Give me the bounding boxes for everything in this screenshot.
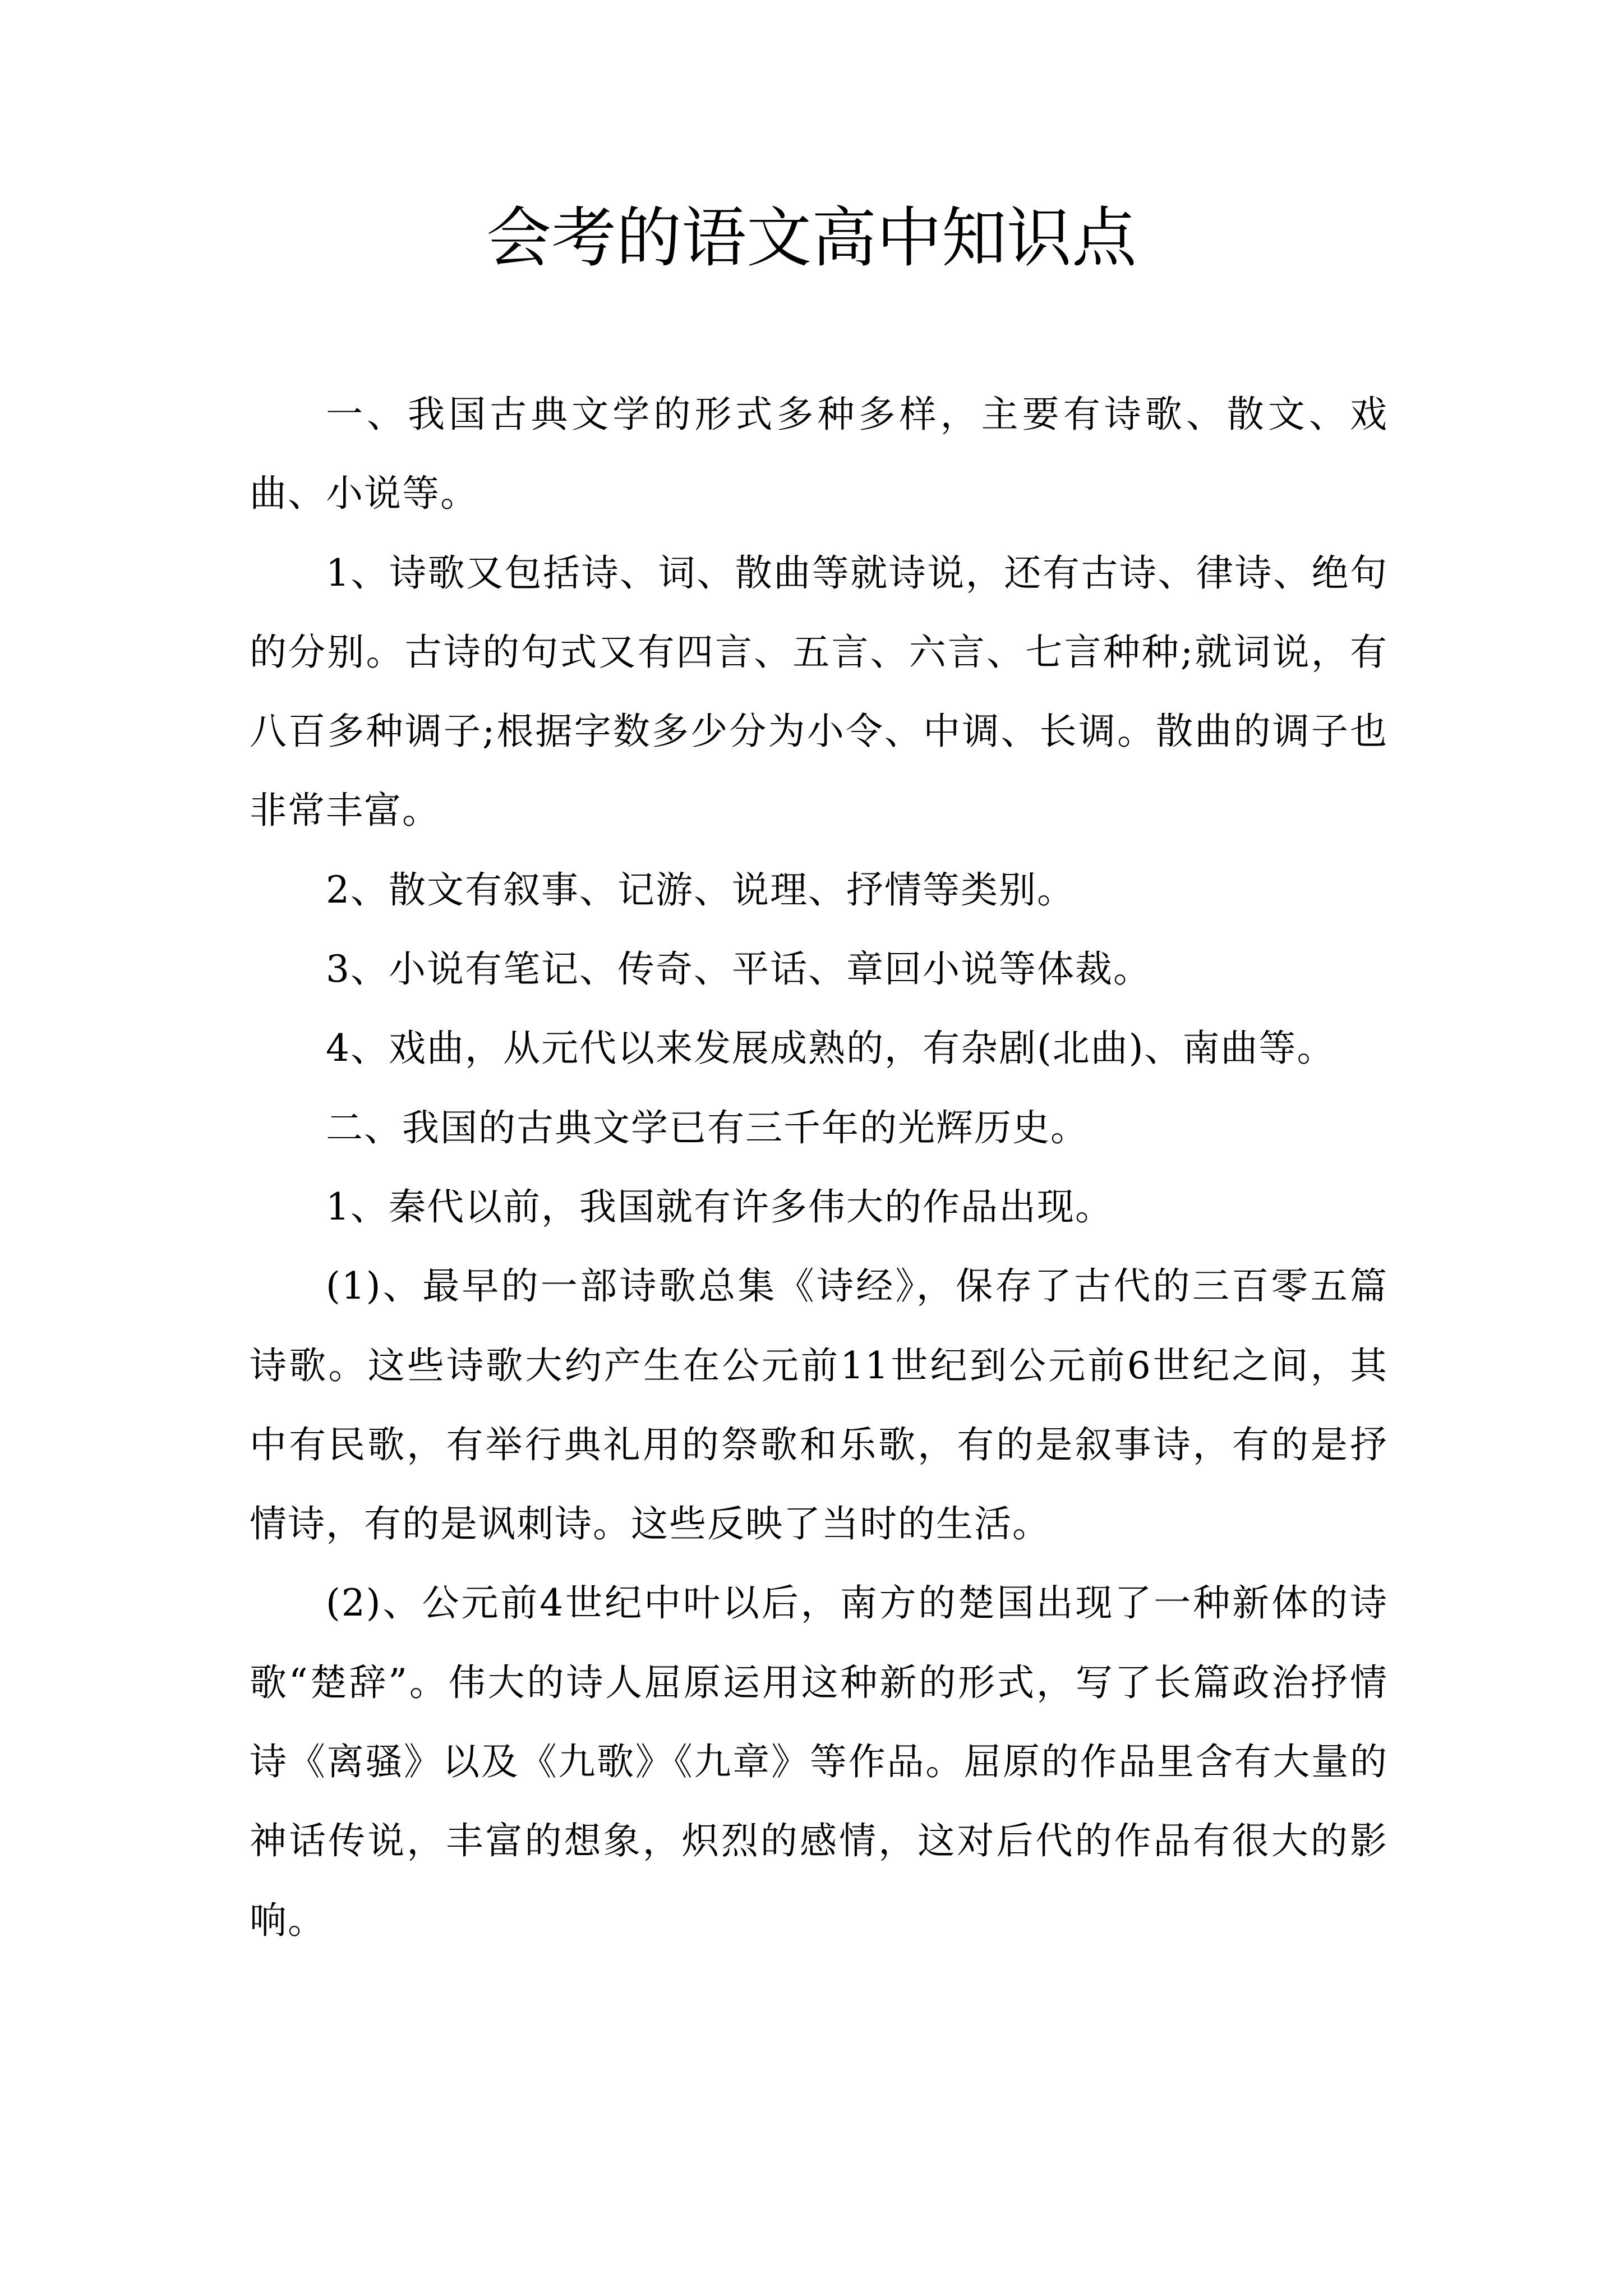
paragraph-fiction: 3、小说有笔记、传奇、平话、章回小说等体裁。	[326, 947, 1151, 991]
document-body	[250, 375, 1388, 1960]
paragraph-shijing: (1)、最早的一部诗歌总集《诗经》，保存了古代的三百零五篇诗歌。这些诗歌大约产生在公元前11世纪到公元前6世纪之间，其中有民歌，有举行典礼用的祭歌和乐歌，有的是叙事诗，有的是抒情诗，有的是讽刺诗。这些反映了当时的生活。	[250, 1264, 1388, 1546]
paragraph-pre-qin: 1、秦代以前，我国就有许多伟大的作品出现。	[326, 1185, 1113, 1228]
document-title: 会考的语文高中知识点	[486, 200, 1137, 276]
paragraph-history: 二、我国的古典文学已有三千年的光辉历史。	[326, 1106, 1089, 1149]
paragraph-chuci: (2)、公元前4世纪中叶以后，南方的楚国出现了一种新体的诗歌“楚辞”。伟大的诗人屈原运用这种新的形式，写了长篇政治抒情诗《离骚》以及《九歌》《九章》等作品。屈原的作品里含有大量的神话传说，丰富的想象，炽烈的感情，这对后代的作品有很大的影响。	[250, 1581, 1388, 1942]
paragraph-prose: 2、散文有叙事、记游、说理、抒情等类别。	[326, 868, 1075, 912]
paragraph-poetry: 1、诗歌又包括诗、词、散曲等就诗说，还有古诗、律诗、绝句的分别。古诗的句式又有四言、五言、六言、七言种种;就词说，有八百多种调子;根据字数多少分为小令、中调、长调。散曲的调子也非常丰富。	[250, 551, 1388, 832]
paragraph-classical-forms: 一、我国古典文学的形式多种多样，主要有诗歌、散文、戏曲、小说等。	[250, 393, 1388, 516]
paragraph-drama: 4、戏曲，从元代以来发展成熟的，有杂剧(北曲)、南曲等。	[326, 1027, 1335, 1070]
